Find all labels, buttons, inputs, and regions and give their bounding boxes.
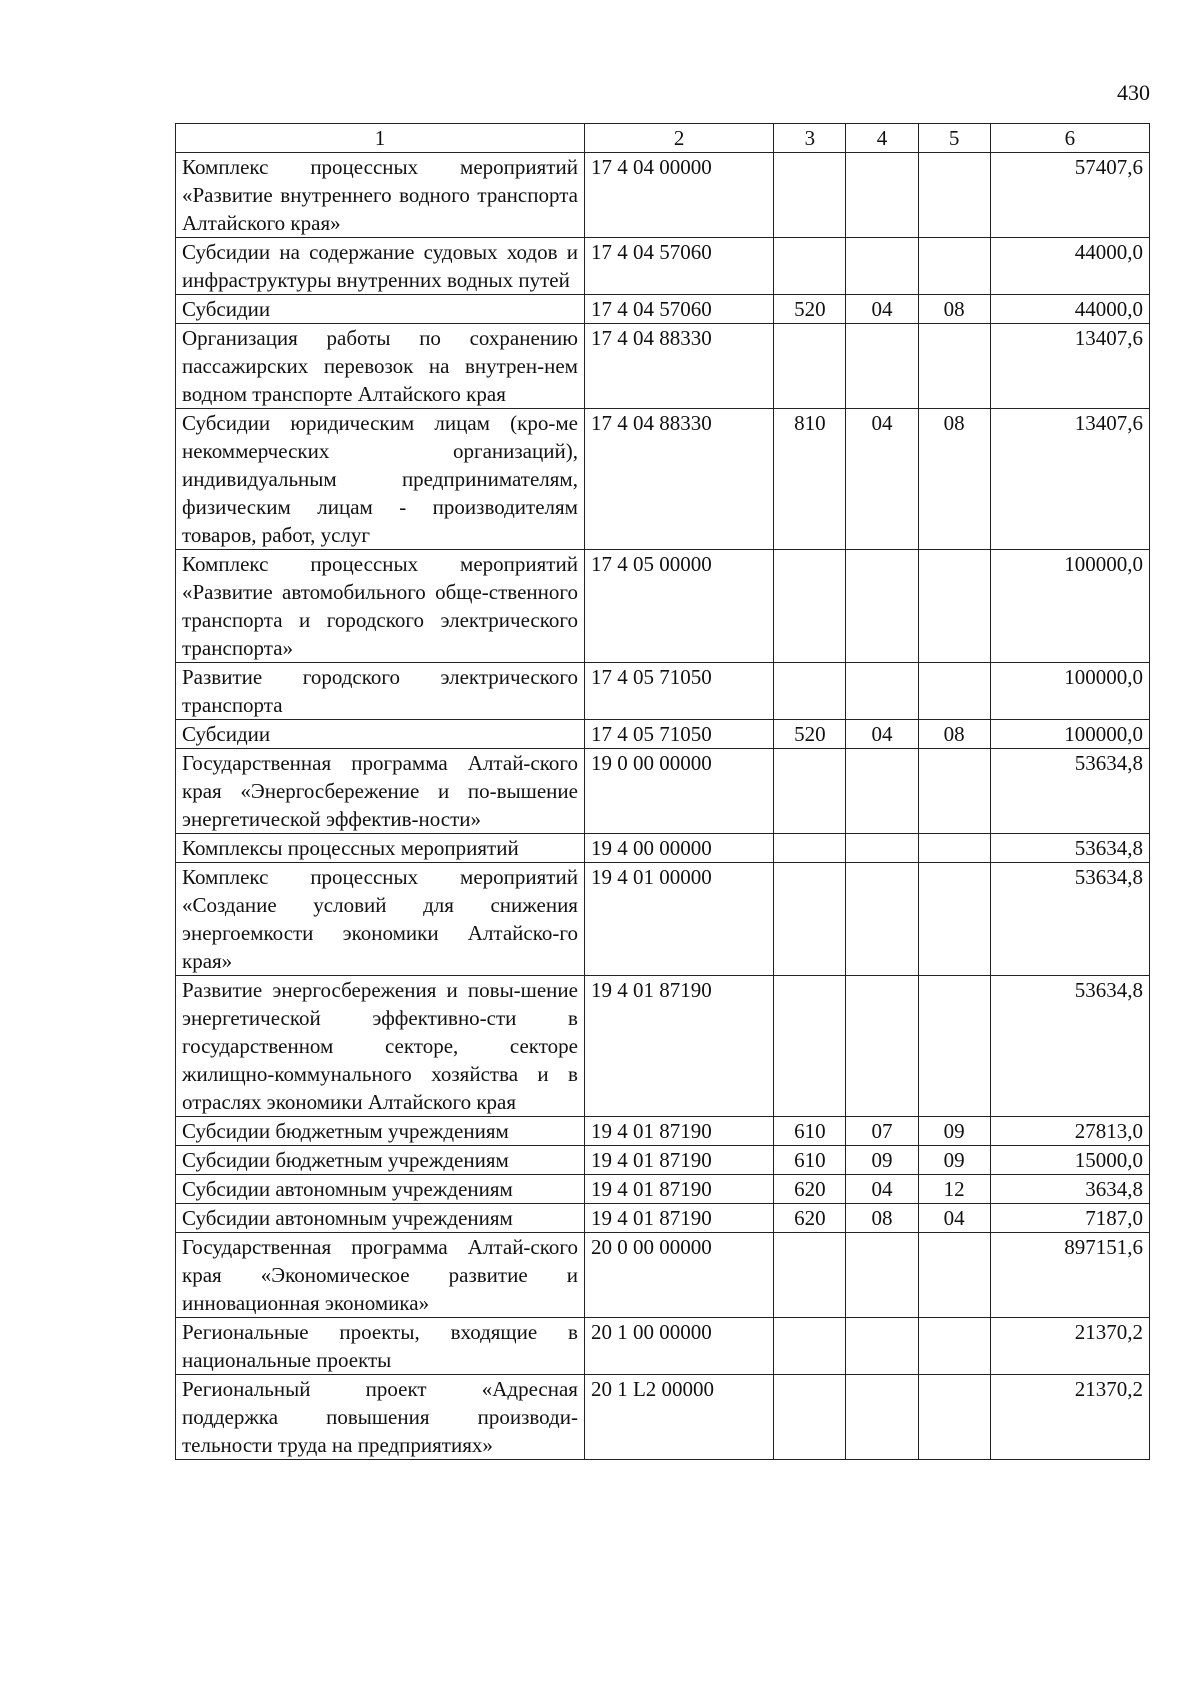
amount-cell: 100000,0	[990, 550, 1149, 663]
table-row	[176, 324, 1150, 409]
amount-cell: 53634,8	[990, 749, 1149, 834]
amount-cell: 53634,8	[990, 863, 1149, 976]
header-row	[176, 124, 1150, 153]
expense-type-cell: 620	[774, 1204, 846, 1233]
table-row	[176, 749, 1150, 834]
header-col-5: 5	[918, 124, 990, 153]
amount-cell: 100000,0	[990, 720, 1149, 749]
section-cell	[846, 749, 918, 834]
amount-cell: 7187,0	[990, 1204, 1149, 1233]
header-col-4: 4	[846, 124, 918, 153]
section-cell	[846, 863, 918, 976]
table-row	[176, 295, 1150, 324]
subsection-cell: 09	[918, 1146, 990, 1175]
budget-table	[175, 123, 1150, 1460]
expense-type-cell: 520	[774, 720, 846, 749]
target-code-cell: 17 4 05 00000	[584, 550, 773, 663]
target-code-cell: 19 4 01 87190	[584, 1204, 773, 1233]
section-cell	[846, 1318, 918, 1375]
amount-cell: 15000,0	[990, 1146, 1149, 1175]
table-row	[176, 720, 1150, 749]
section-cell	[846, 976, 918, 1117]
header-col-2: 2	[584, 124, 773, 153]
amount-cell: 27813,0	[990, 1117, 1149, 1146]
table-row	[176, 238, 1150, 295]
section-cell: 04	[846, 1175, 918, 1204]
target-code-cell: 17 4 05 71050	[584, 720, 773, 749]
target-code-cell: 19 4 00 00000	[584, 834, 773, 863]
subsection-cell: 08	[918, 295, 990, 324]
target-code-cell: 19 4 01 87190	[584, 1175, 773, 1204]
subsection-cell: 08	[918, 720, 990, 749]
table-row	[176, 1175, 1150, 1204]
expense-type-cell	[774, 749, 846, 834]
table-row	[176, 153, 1150, 238]
subsection-cell	[918, 976, 990, 1117]
subsection-cell	[918, 238, 990, 295]
subsection-cell: 12	[918, 1175, 990, 1204]
table-row	[176, 550, 1150, 663]
subsection-cell	[918, 1375, 990, 1460]
expense-type-cell: 620	[774, 1175, 846, 1204]
expense-type-cell	[774, 863, 846, 976]
expense-type-cell: 520	[774, 295, 846, 324]
amount-cell: 57407,6	[990, 153, 1149, 238]
table-row	[176, 1204, 1150, 1233]
expense-type-cell	[774, 663, 846, 720]
item-name-cell: Субсидии бюджетным учреждениям	[176, 1146, 585, 1175]
item-name-cell: Комплекс процессных мероприятий «Развитие внутреннего водного транспорта Алтайского края»	[176, 153, 585, 238]
target-code-cell: 17 4 04 88330	[584, 324, 773, 409]
expense-type-cell	[774, 153, 846, 238]
subsection-cell	[918, 834, 990, 863]
table-row	[176, 863, 1150, 976]
header-col-3: 3	[774, 124, 846, 153]
header-col-6: 6	[990, 124, 1149, 153]
subsection-cell	[918, 1318, 990, 1375]
section-cell	[846, 663, 918, 720]
section-cell: 07	[846, 1117, 918, 1146]
table-row	[176, 976, 1150, 1117]
item-name-cell: Государственная программа Алтай-ского края «Энергосбережение и по-вышение энергетической эффектив-ности»	[176, 749, 585, 834]
item-name-cell: Комплекс процессных мероприятий «Развитие автомобильного обще-ственного транспорта и городского электрического транспорта»	[176, 550, 585, 663]
target-code-cell: 20 1 L2 00000	[584, 1375, 773, 1460]
amount-cell: 13407,6	[990, 409, 1149, 550]
table-row	[176, 1375, 1150, 1460]
item-name-cell: Субсидии автономным учреждениям	[176, 1175, 585, 1204]
item-name-cell: Субсидии автономным учреждениям	[176, 1204, 585, 1233]
item-name-cell: Субсидии	[176, 295, 585, 324]
amount-cell: 44000,0	[990, 238, 1149, 295]
table-row	[176, 1146, 1150, 1175]
subsection-cell	[918, 663, 990, 720]
subsection-cell: 04	[918, 1204, 990, 1233]
amount-cell: 53634,8	[990, 976, 1149, 1117]
section-cell: 08	[846, 1204, 918, 1233]
item-name-cell: Организация работы по сохранению пассажирских перевозок на внутрен-нем водном транспорте Алтайского края	[176, 324, 585, 409]
expense-type-cell: 610	[774, 1146, 846, 1175]
subsection-cell	[918, 153, 990, 238]
expense-type-cell	[774, 976, 846, 1117]
section-cell	[846, 238, 918, 295]
amount-cell: 21370,2	[990, 1375, 1149, 1460]
target-code-cell: 17 4 04 88330	[584, 409, 773, 550]
target-code-cell: 20 0 00 00000	[584, 1233, 773, 1318]
item-name-cell: Развитие городского электрического транспорта	[176, 663, 585, 720]
target-code-cell: 20 1 00 00000	[584, 1318, 773, 1375]
expense-type-cell	[774, 238, 846, 295]
table-row	[176, 663, 1150, 720]
header-col-1: 1	[176, 124, 585, 153]
expense-type-cell	[774, 324, 846, 409]
page-number: 430	[1117, 80, 1150, 105]
table-row	[176, 1117, 1150, 1146]
amount-cell: 897151,6	[990, 1233, 1149, 1318]
amount-cell: 100000,0	[990, 663, 1149, 720]
item-name-cell: Региональные проекты, входящие в национальные проекты	[176, 1318, 585, 1375]
item-name-cell: Субсидии бюджетным учреждениям	[176, 1117, 585, 1146]
section-cell: 04	[846, 295, 918, 324]
item-name-cell: Субсидии	[176, 720, 585, 749]
target-code-cell: 17 4 05 71050	[584, 663, 773, 720]
section-cell	[846, 324, 918, 409]
item-name-cell: Региональный проект «Адресная поддержка повышения производи-тельности труда на предприятиях»	[176, 1375, 585, 1460]
table-row	[176, 1318, 1150, 1375]
expense-type-cell	[774, 1318, 846, 1375]
target-code-cell: 17 4 04 57060	[584, 295, 773, 324]
target-code-cell: 19 4 01 00000	[584, 863, 773, 976]
item-name-cell: Комплексы процессных мероприятий	[176, 834, 585, 863]
section-cell	[846, 550, 918, 663]
section-cell	[846, 153, 918, 238]
item-name-cell: Развитие энергосбережения и повы-шение энергетической эффективно-сти в государственном секторе, секторе жилищно-коммунального хозяйства и в отраслях экономики Алтайского края	[176, 976, 585, 1117]
section-cell	[846, 834, 918, 863]
subsection-cell	[918, 749, 990, 834]
target-code-cell: 17 4 04 00000	[584, 153, 773, 238]
subsection-cell: 09	[918, 1117, 990, 1146]
target-code-cell: 17 4 04 57060	[584, 238, 773, 295]
amount-cell: 13407,6	[990, 324, 1149, 409]
section-cell: 04	[846, 720, 918, 749]
table-row	[176, 1233, 1150, 1318]
table-row	[176, 409, 1150, 550]
expense-type-cell	[774, 1375, 846, 1460]
subsection-cell	[918, 1233, 990, 1318]
section-cell: 04	[846, 409, 918, 550]
amount-cell: 44000,0	[990, 295, 1149, 324]
target-code-cell: 19 0 00 00000	[584, 749, 773, 834]
section-cell	[846, 1233, 918, 1318]
target-code-cell: 19 4 01 87190	[584, 976, 773, 1117]
section-cell: 09	[846, 1146, 918, 1175]
amount-cell: 3634,8	[990, 1175, 1149, 1204]
item-name-cell: Субсидии на содержание судовых ходов и инфраструктуры внутренних водных путей	[176, 238, 585, 295]
subsection-cell: 08	[918, 409, 990, 550]
table-body	[176, 153, 1150, 1460]
expense-type-cell: 810	[774, 409, 846, 550]
expense-type-cell	[774, 550, 846, 663]
expense-type-cell	[774, 1233, 846, 1318]
item-name-cell: Комплекс процессных мероприятий «Создание условий для снижения энергоемкости экономики Алтайско-го края»	[176, 863, 585, 976]
subsection-cell	[918, 324, 990, 409]
table-row	[176, 834, 1150, 863]
amount-cell: 53634,8	[990, 834, 1149, 863]
subsection-cell	[918, 550, 990, 663]
target-code-cell: 19 4 01 87190	[584, 1146, 773, 1175]
subsection-cell	[918, 863, 990, 976]
expense-type-cell	[774, 834, 846, 863]
target-code-cell: 19 4 01 87190	[584, 1117, 773, 1146]
section-cell	[846, 1375, 918, 1460]
amount-cell: 21370,2	[990, 1318, 1149, 1375]
item-name-cell: Субсидии юридическим лицам (кро-ме некоммерческих организаций), индивидуальным предпринимателям, физическим лицам - производителям товаров, работ, услуг	[176, 409, 585, 550]
item-name-cell: Государственная программа Алтай-ского края «Экономическое развитие и инновационная экономика»	[176, 1233, 585, 1318]
expense-type-cell: 610	[774, 1117, 846, 1146]
